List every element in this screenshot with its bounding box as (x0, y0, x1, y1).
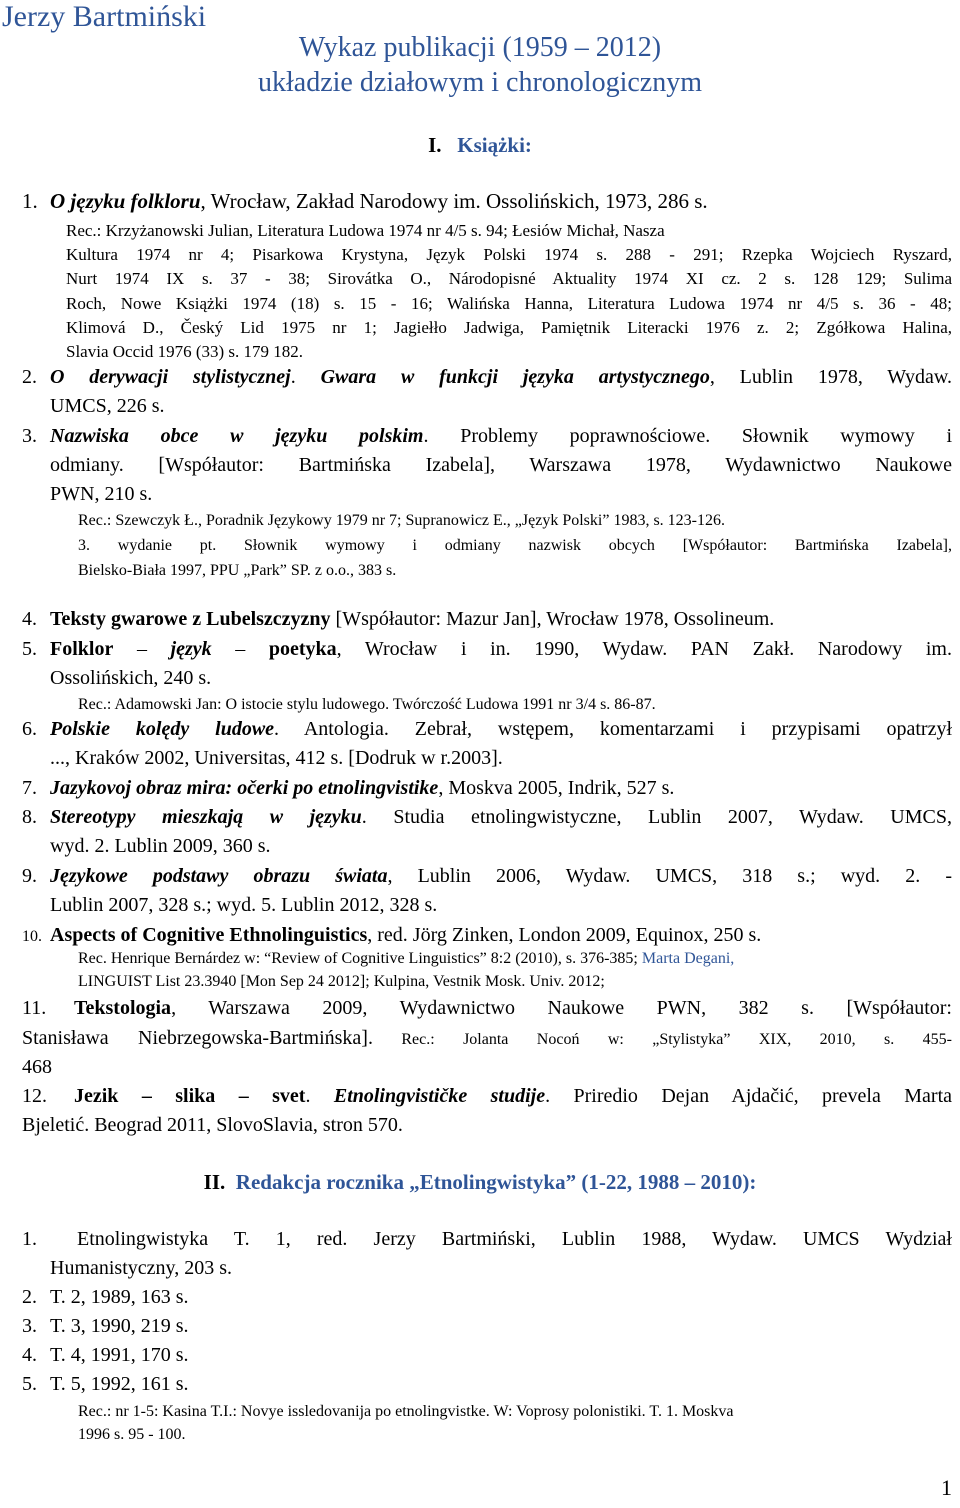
entry-1: 1. O języku folkloru, Wrocław, Zakład Narodowy im. Ossolińskich, 1973, 286 s. (22, 189, 708, 213)
entry-3-review-line: Bielsko-Biała 1997, PPU „Park” SP. z o.o., 383 s. (78, 562, 397, 579)
entry-10-review-line: LINGUIST List 23.3940 [Mon Sep 24 2012]; Kulpina, Vestnik Mosk. Univ. 2012; (78, 973, 605, 990)
section-heading-editorship: II. Redakcja rocznika „Etnolingwistyka” (1-22, 1988 – 2010): (203, 1170, 757, 1194)
editorship-entry-5: 5. T. 5, 1992, 161 s. (22, 1373, 189, 1395)
editorship-review-line: Rec.: nr 1-5: Kasina T.I.: Novye issledovanija po etnolingvistke. W: Voprosy polonistiki. T. 1. Moskva (78, 1403, 734, 1420)
entry-1-review-line: Kultura 1974 nr 4; Pisarkowa Krystyna, Język Polski 1974 s. 288 - 291; Rzepka Wojciech Ryszard, (66, 245, 952, 264)
entry-6-continuation: ..., Kraków 2002, Universitas, 412 s. [Dodruk w r.2003]. (50, 747, 503, 769)
entry-3-review-line: Rec.: Szewczyk Ł., Poradnik Językowy 1979 nr 7; Supranowicz E., „Język Polski” 1983, s. 123-126. (78, 512, 725, 529)
entry-11-continuation: 468 (22, 1056, 52, 1078)
editorship-entry-4: 4. T. 4, 1991, 170 s. (22, 1344, 189, 1366)
document-title-line-1: Wykaz publikacji (1959 – 2012) (298, 32, 662, 63)
entry-12: 12. Jezik – slika – svet. Etnolingvističke studije. Priredio Dejan Ajdačić, prevela Marta (22, 1085, 953, 1107)
entry-4: 4. Teksty gwarowe z Lubelszczyzny [Współautor: Mazur Jan], Wrocław 1978, Ossolineum. (22, 608, 775, 630)
entry-3-continuation: PWN, 210 s. (50, 483, 153, 505)
entry-10-review-line: Rec. Henrique Bernárdez w: “Review of Cognitive Linguistics” 8:2 (2010), s. 376-385; Marta Degani, (78, 950, 735, 967)
document-title-line-2: układzie działowym i chronologicznym (258, 67, 702, 98)
entry-10: 10. Aspects of Cognitive Ethnolinguistics, red. Jörg Zinken, London 2009, Equinox, 250 s. (22, 924, 762, 946)
editorship-entry-1: 1. Etnolingwistyka T. 1, red. Jerzy Bartmiński, Lublin 1988, Wydaw. UMCS Wydział (22, 1228, 952, 1250)
entry-8-continuation: wyd. 2. Lublin 2009, 360 s. (50, 835, 271, 857)
entry-12-continuation: Bjeletić. Beograd 2011, SlovoSlavia, stron 570. (22, 1114, 403, 1136)
entry-1-review-line: Rec.: Krzyżanowski Julian, Literatura Ludowa 1974 nr 4/5 s. 94; Łesiów Michał, Nasza (66, 221, 665, 240)
entry-3-review-line: 3. wydanie pt. Słownik wymowy i odmiany nazwisk obcych [Współautor: Bartmińska Izabela], (78, 537, 952, 554)
entry-1-review-line: Nurt 1974 IX s. 37 - 38; Sirovátka O., Národopisné Aktuality 1974 XI cz. 2 s. 128 129; Sulima (66, 269, 952, 288)
section-heading-books: I. Książki: (428, 133, 532, 157)
entry-5-continuation: Ossolińskich, 240 s. (50, 667, 212, 689)
page-number: 1 (941, 1475, 952, 1500)
entry-1-review-line: Roch, Nowe Książki 1974 (18) s. 15 - 16; Walińska Hanna, Literatura Ludowa 1974 nr 4/5 s. 36 - 48; (66, 294, 952, 313)
author-name: Jerzy Bartmiński (2, 0, 207, 33)
entry-5-review-line: Rec.: Adamowski Jan: O istocie stylu ludowego. Twórczość Ludowa 1991 nr 3/4 s. 86-87. (78, 696, 656, 713)
entry-7: 7. Jazykovoj obraz mira: očerki po etnolingvistike, Moskva 2005, Indrik, 527 s. (22, 777, 675, 799)
entry-9: 9. Językowe podstawy obrazu świata, Lublin 2006, Wydaw. UMCS, 318 s.; wyd. 2. - (22, 865, 952, 887)
entry-3: 3. Nazwiska obce w języku polskim. Problemy poprawnościowe. Słownik wymowy i (22, 425, 952, 447)
editorship-entry-3: 3. T. 3, 1990, 219 s. (22, 1315, 189, 1337)
entry-2-continuation: UMCS, 226 s. (50, 395, 165, 417)
editorship-entry-1-continuation: Humanistyczny, 203 s. (50, 1257, 233, 1279)
entry-6: 6. Polskie kolędy ludowe. Antologia. Zebrał, wstępem, komentarzami i przypisami opatrzył (22, 718, 953, 740)
editorship-review-line: 1996 s. 95 - 100. (78, 1426, 186, 1443)
editorship-entry-2: 2. T. 2, 1989, 163 s. (22, 1286, 189, 1308)
entry-11: 11. Tekstologia, Warszawa 2009, Wydawnictwo Naukowe PWN, 382 s. [Współautor: (22, 997, 952, 1019)
entry-1-review-line: Slavia Occid 1976 (33) s. 179 182. (66, 342, 304, 361)
entry-5: 5. Folklor – język – poetyka, Wrocław i in. 1990, Wydaw. PAN Zakł. Narodowy im. (22, 638, 952, 660)
entry-8: 8. Stereotypy mieszkają w języku. Studia etnolingwistyczne, Lublin 2007, Wydaw. UMCS, (22, 806, 952, 828)
entry-3-continuation: odmiany. [Współautor: Bartmińska Izabela], Warszawa 1978, Wydawnictwo Naukowe (50, 454, 952, 476)
entry-1-review-line: Klimová D., Český Lid 1975 nr 1; Jagiełło Jadwiga, Pamiętnik Literacki 1976 z. 2; Zgółkowa Halina, (66, 318, 952, 337)
entry-11-continuation: Stanisława Niebrzegowska-Bartmińska]. Rec.: Jolanta Nocoń w: „Stylistyka” XIX, 2010, s. 455- (22, 1027, 952, 1049)
entry-2: 2. O derywacji stylistycznej. Gwara w funkcji języka artystycznego, Lublin 1978, Wydaw. (22, 366, 953, 388)
entry-9-continuation: Lublin 2007, 328 s.; wyd. 5. Lublin 2012, 328 s. (50, 894, 438, 916)
